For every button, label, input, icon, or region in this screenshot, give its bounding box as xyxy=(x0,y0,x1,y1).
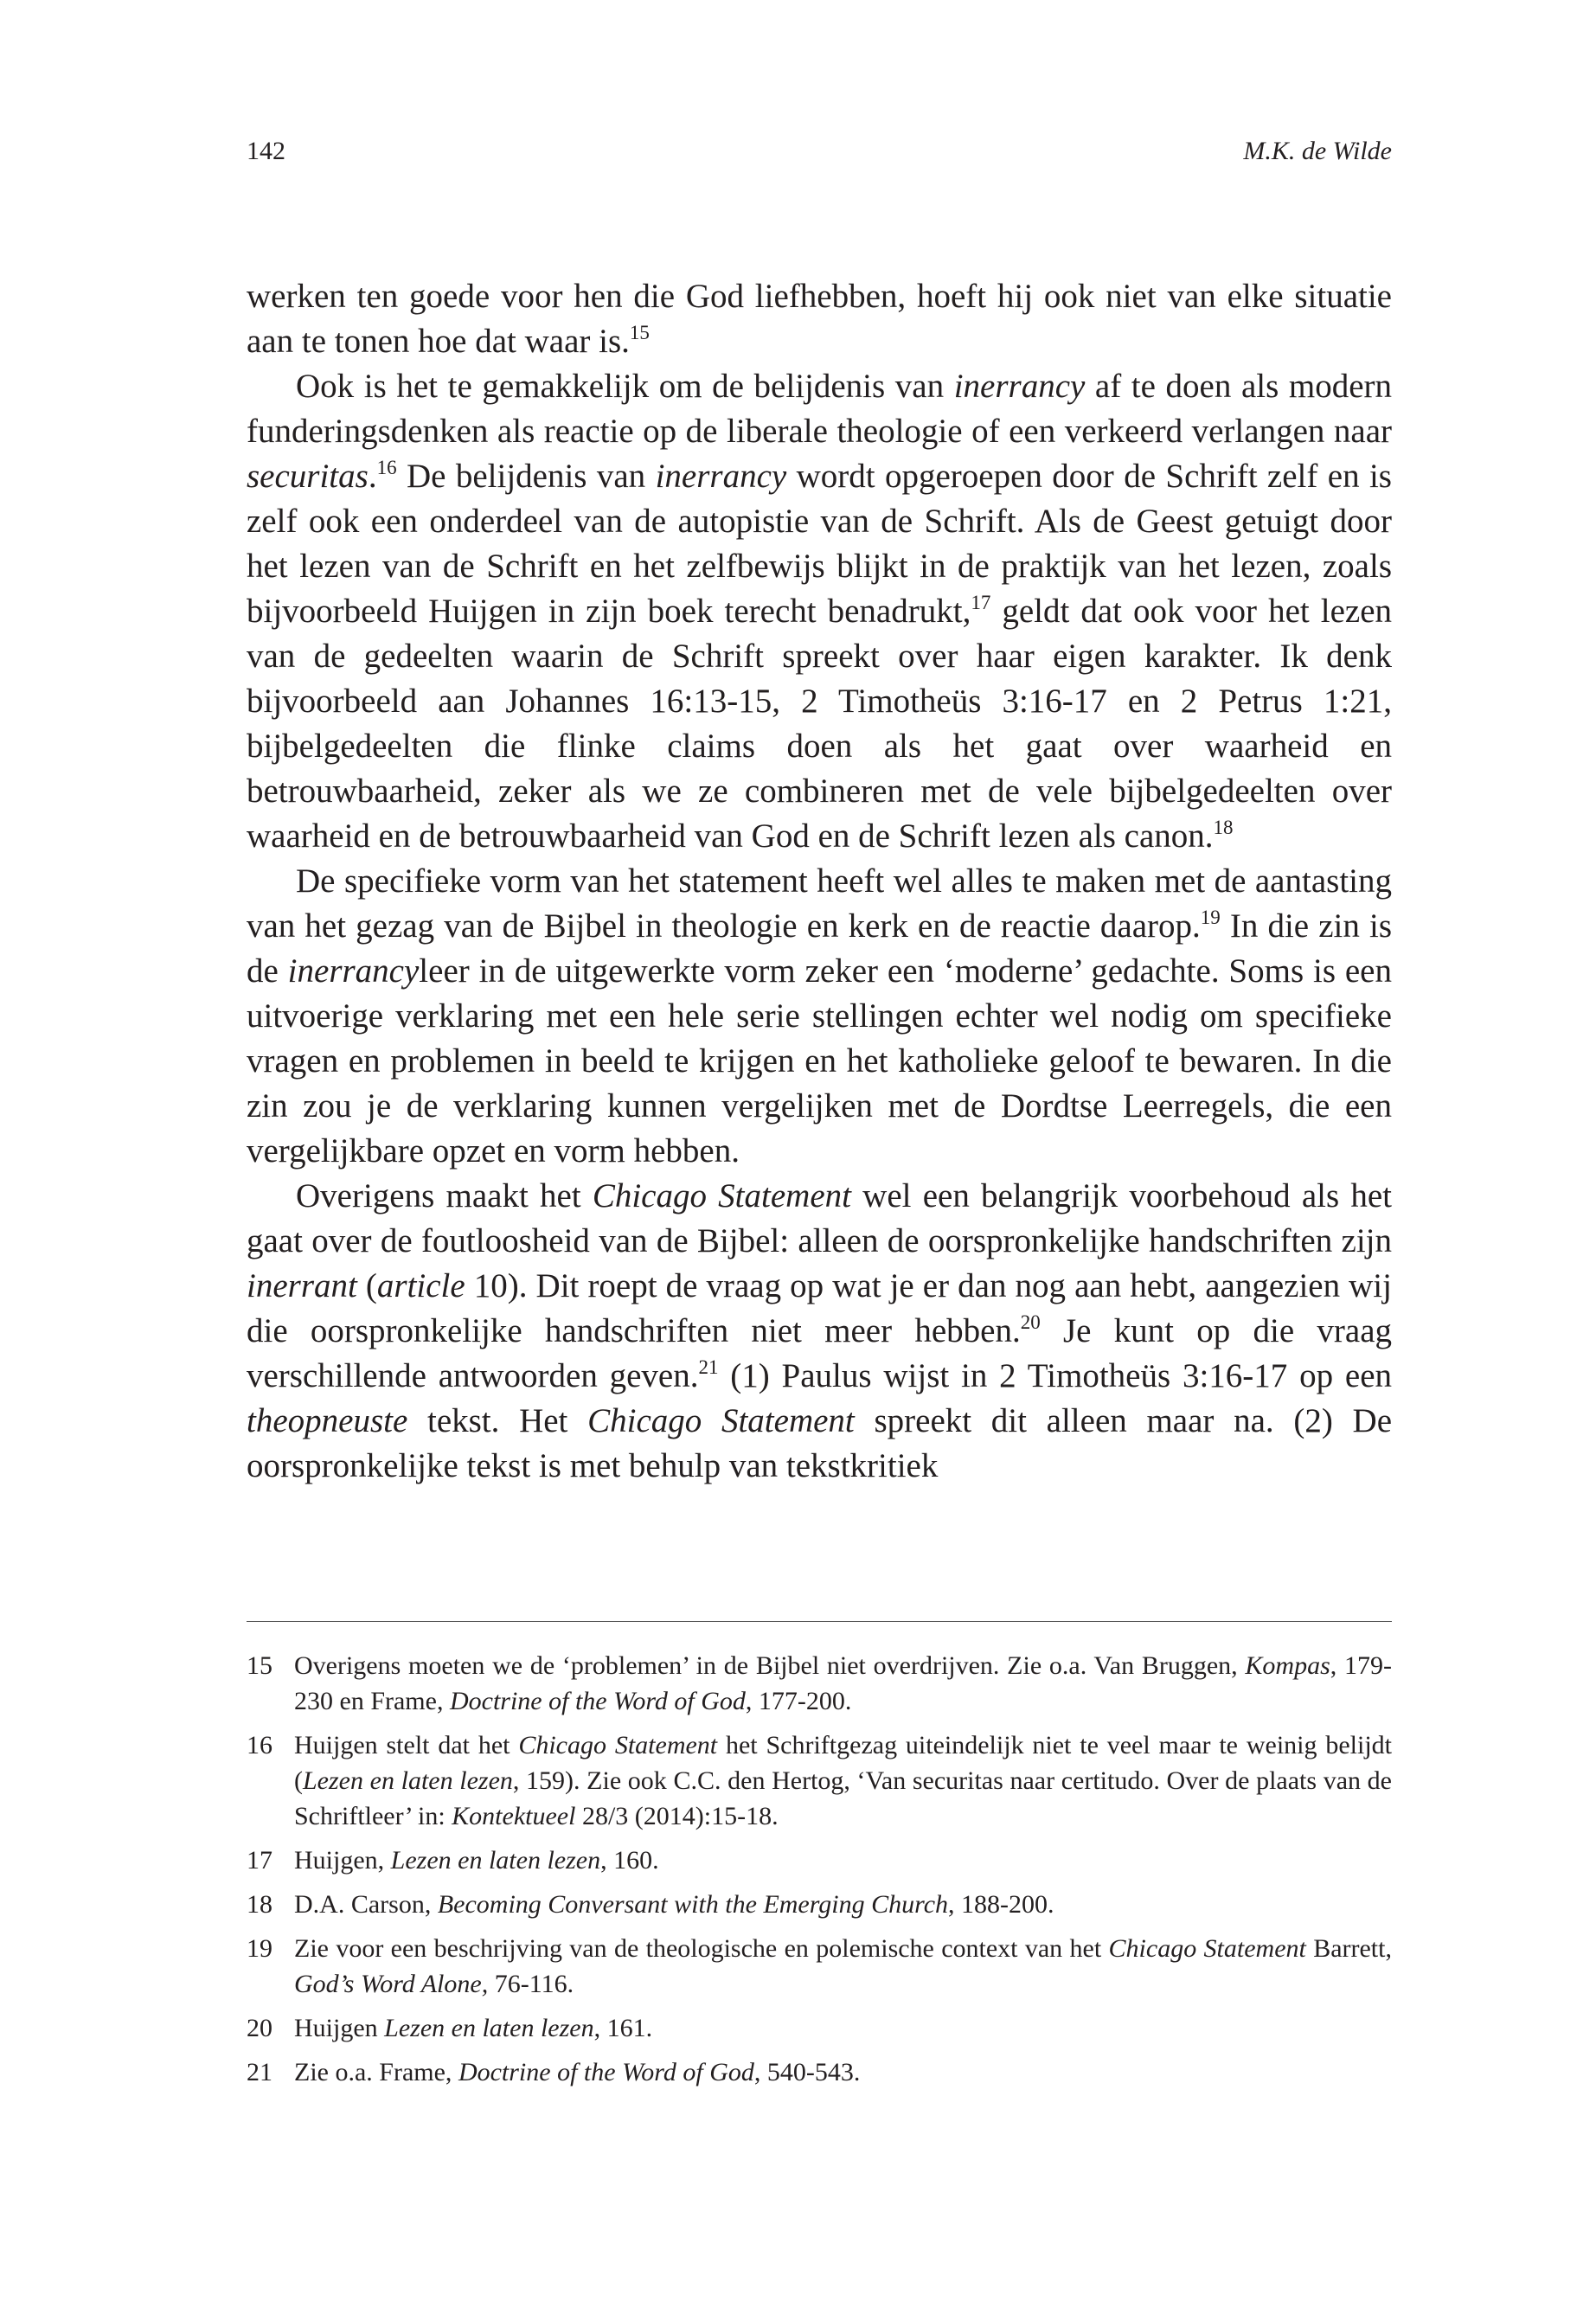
paragraph xyxy=(247,859,1392,1174)
footnote xyxy=(247,1648,1392,1719)
text-run: Huijgen, xyxy=(294,1846,391,1875)
footnote-number: 17 xyxy=(247,1846,272,1875)
text-run: Barrett, xyxy=(1305,1934,1392,1963)
main-text xyxy=(247,274,1392,1489)
italic-text: Kontektueel xyxy=(452,1802,576,1830)
text-run: Je kunt op die vraag verschillende antwoorden geven. xyxy=(247,1312,1392,1394)
text-run: , 540-543. xyxy=(753,2058,861,2086)
footnote xyxy=(247,2054,1392,2090)
footnote-reference: 15 xyxy=(629,322,650,343)
text-run: . xyxy=(368,458,377,495)
page-number: 142 xyxy=(247,137,285,165)
text-run: tekst. Het xyxy=(407,1402,588,1439)
italic-text: inerrancy xyxy=(655,458,787,495)
italic-text: Lezen en laten lezen xyxy=(384,2014,594,2042)
footnote xyxy=(247,2010,1392,2046)
text-run: (1) Paulus wijst in 2 Timotheüs 3:16-17 op een xyxy=(718,1357,1392,1394)
italic-text: God’s Word Alone, xyxy=(294,1970,489,1998)
text-run: leer in de uitgewerkte vorm zeker een ‘moderne’ gedachte. Soms is een uitvoerige verklaring met een hele serie stellingen echter wel nodig om specifieke vragen en problemen in beeld te krijgen en het katholieke geloof te bewaren. In die zin zou je de verklaring kunnen vergelijken met de Dordtse Leerregels, die een vergelijkbare opzet en vorm hebben. xyxy=(247,952,1392,1170)
text-run: Zie o.a. Frame, xyxy=(294,2058,458,2086)
italic-text: Becoming Conversant with the Emerging Church xyxy=(437,1890,949,1919)
footnotes xyxy=(247,1648,1392,2099)
text-run: , 188-200. xyxy=(948,1890,1054,1919)
text-run: ( xyxy=(356,1267,377,1304)
text-run: De specifieke vorm van het statement heeft wel alles te maken met de aantasting van het gezag van de Bijbel in theologie en kerk en de reactie daarop. xyxy=(247,862,1392,945)
footnote-number: 18 xyxy=(247,1890,272,1919)
text-run: Overigens moeten we de ‘problemen’ in de Bijbel niet overdrijven. Zie o.a. Van Bruggen, xyxy=(294,1651,1246,1680)
text-run: Huijgen stelt dat het xyxy=(294,1731,519,1759)
text-run: af te doen als modern funderingsdenken als reactie op de liberale theologie of een verkeerd verlangen naar xyxy=(247,368,1392,450)
italic-text: inerrant xyxy=(247,1267,357,1304)
text-run: De belijdenis van xyxy=(396,458,656,495)
paragraph xyxy=(247,1174,1392,1489)
text-run: wel een belangrijk voorbehoud als het gaat over de foutloosheid van de Bijbel: alleen de oorspronkelijke handschriften zijn xyxy=(247,1177,1392,1259)
text-run: In die zin is de xyxy=(247,907,1392,990)
text-run: Huijgen xyxy=(294,2014,385,2042)
running-head-author: M.K. de Wilde xyxy=(1243,137,1392,165)
footnote xyxy=(247,1931,1392,2002)
italic-text: Kompas xyxy=(1245,1651,1330,1680)
text-run: D.A. Carson, xyxy=(294,1890,438,1919)
text-run: Overigens maakt het xyxy=(296,1177,593,1215)
footnote xyxy=(247,1727,1392,1834)
text-run: wordt opgeroepen door de Schrift zelf en is zelf ook een onderdeel van de autopistie van de Schrift. Als de Geest getuigt door het lezen van de Schrift en het zelfbewijs blijkt in de praktijk van het lezen, zoals bijvoorbeeld Huijgen in zijn boek terecht benadrukt, xyxy=(247,458,1392,630)
text-run: het Schriftgezag uiteindelijk niet te veel maar te weinig belijdt ( xyxy=(294,1731,1392,1795)
footnote-number: 15 xyxy=(247,1651,272,1680)
text-run: werken ten goede voor hen die God liefhebben, hoeft hij ook niet van elke situatie aan te tonen hoe dat waar is. xyxy=(247,278,1392,360)
italic-text: Doctrine of the Word of God xyxy=(449,1687,746,1715)
italic-text: article xyxy=(376,1267,465,1304)
footnote-text xyxy=(294,1890,1054,1919)
text-run: 76-116. xyxy=(488,1970,574,1998)
footnote-text xyxy=(294,1731,1392,1830)
footnote-reference: 19 xyxy=(1200,907,1221,928)
footnote-text xyxy=(294,1846,659,1875)
italic-text: theopneuste xyxy=(247,1402,408,1439)
footnote-reference: 17 xyxy=(971,592,991,613)
italic-text: inerrancy xyxy=(953,368,1086,405)
italic-text: Chicago Statement xyxy=(518,1731,718,1759)
footnote-text xyxy=(294,2058,860,2086)
text-run: spreekt dit alleen maar na. (2) De oorspronkelijke tekst is met behulp van tekstkritiek xyxy=(247,1402,1393,1484)
running-header xyxy=(247,137,1392,166)
text-run: Zie voor een beschrijving van de theologische en polemische context van het xyxy=(294,1934,1109,1963)
italic-text: inerrancy xyxy=(287,952,420,990)
italic-text: Lezen en laten lezen xyxy=(390,1846,601,1875)
italic-text: securitas xyxy=(247,458,369,495)
text-run: , 160. xyxy=(600,1846,659,1875)
footnote-reference: 16 xyxy=(376,457,397,478)
paragraph xyxy=(247,364,1392,859)
footnote-text xyxy=(294,1934,1392,1998)
footnote-number: 19 xyxy=(247,1934,272,1963)
italic-text: Chicago Statement xyxy=(1108,1934,1306,1963)
footnote-reference: 20 xyxy=(1020,1311,1041,1333)
footnote-number: 16 xyxy=(247,1731,272,1759)
footnote xyxy=(247,1843,1392,1878)
text-run: , 159). Zie ook C.C. den Hertog, ‘Van securitas naar certitudo. Over de plaats van de Schriftleer’ in: xyxy=(294,1766,1392,1830)
footnote-text xyxy=(294,2014,652,2042)
footnote-reference: 18 xyxy=(1213,817,1234,838)
text-run: 28/3 (2014):15-18. xyxy=(575,1802,779,1830)
italic-text: Lezen en laten lezen xyxy=(303,1766,513,1795)
text-run: , 177-200. xyxy=(745,1687,852,1715)
text-run: Ook is het te gemakkelijk om de belijdenis van xyxy=(296,368,954,405)
footnote-number: 21 xyxy=(247,2058,272,2086)
footnote-reference: 21 xyxy=(698,1356,719,1378)
footnote xyxy=(247,1887,1392,1922)
paragraph xyxy=(247,274,1392,364)
text-run: geldt dat ook voor het lezen van de gedeelten waarin de Schrift spreekt over haar eigen karakter. Ik denk bijvoorbeeld aan Johannes 16:13-15, 2 Timotheüs 3:16-17 en 2 Petrus 1:21, bijbelgedeelten die flinke claims doen als het gaat over waarheid en betrouwbaarheid, zeker als we ze combineren met de vele bijbelgedeelten over waarheid en de betrouwbaarheid van God en de Schrift lezen als canon. xyxy=(247,593,1393,855)
text-run: , 179-230 en Frame, xyxy=(294,1651,1392,1715)
text-run: , 161. xyxy=(593,2014,653,2042)
text-run: 10). Dit roept de vraag op wat je er dan nog aan hebt, aangezien wij die oorspronkelijke handschriften niet meer hebben. xyxy=(247,1267,1392,1349)
footnote-separator xyxy=(247,1621,1392,1622)
footnote-text xyxy=(294,1651,1392,1715)
italic-text: Doctrine of the Word of God xyxy=(458,2058,754,2086)
footnote-number: 20 xyxy=(247,2014,272,2042)
italic-text: Chicago Statement xyxy=(587,1402,855,1439)
italic-text: Chicago Statement xyxy=(592,1177,851,1215)
